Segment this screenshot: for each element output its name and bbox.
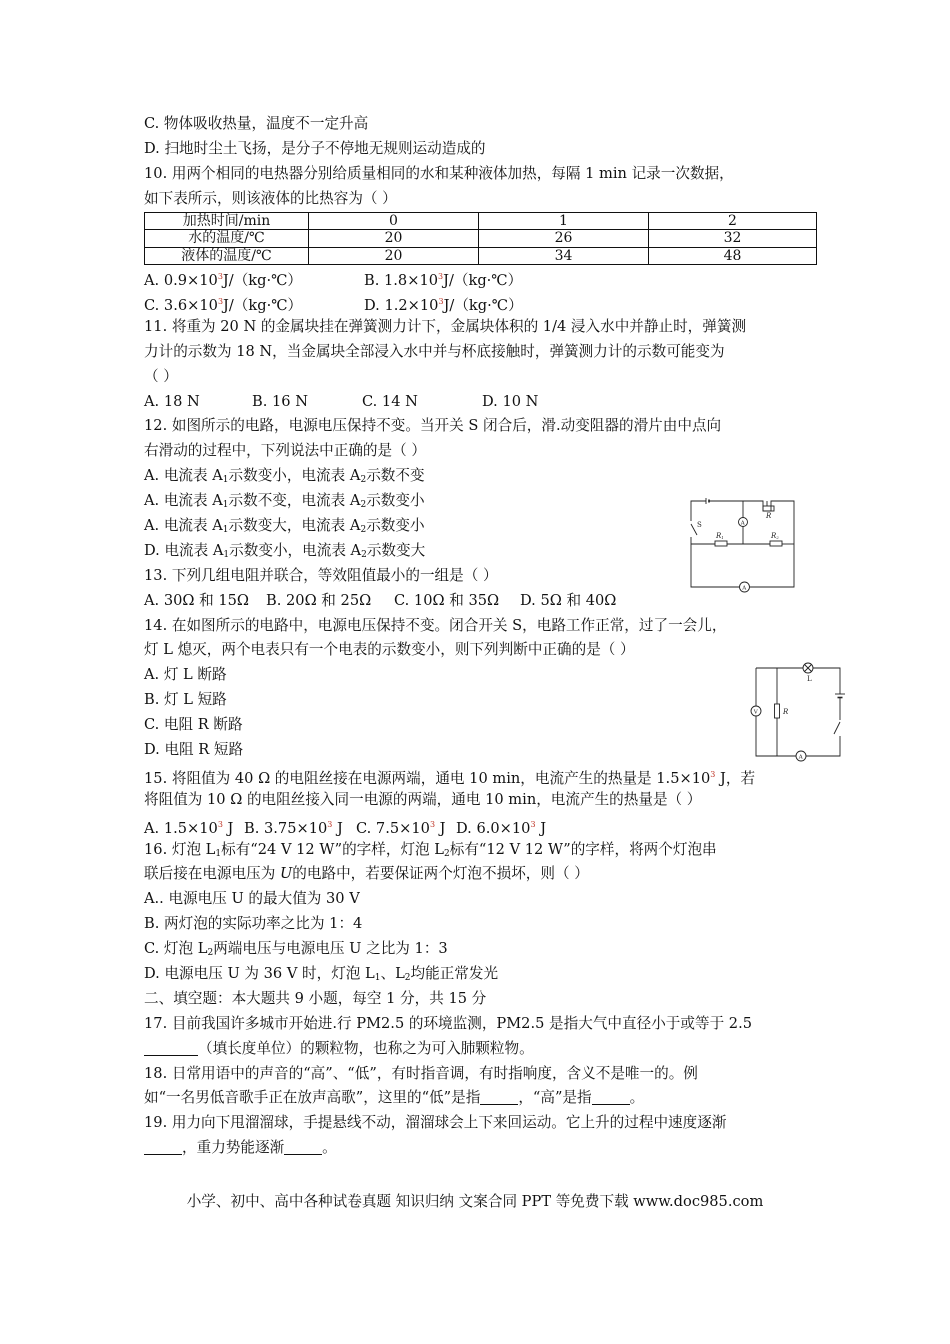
q14-option-b: B. 灯 L 短路 [144,691,227,709]
q13-stem: 13. 下列几组电阻并联合，等效阻值最小的一组是（ ） [144,566,498,584]
q13-option-b: B. 20Ω 和 25Ω [266,591,372,609]
q12-option-3: A. 电流表 $A_1$示数变大，电流表 $A_2$示数变小 [144,516,425,535]
q16-option-a: A.. 电源电压 U 的最大值为 30 V [144,890,360,908]
page-footer: 小学、初中、高中各种试卷真题 知识归纳 文案合同 PPT 等免费下载 www.doc985.com [186,1193,764,1210]
q15-stem-line2: 将阻值为 10 Ω 的电阻丝接入同一电源的两端，通电 10 min，电流产生的热量是（ ） [144,790,702,808]
table-cell: 0 [309,212,479,230]
q17-stem-line2: （填长度单位）的颗粒物，也称之为可入肺颗粒物。 [144,1037,816,1062]
table-cell: 1 [479,212,649,230]
q9-option-d: D. 扫地时尘土飞扬，是分子不停地无规则运动造成的 [144,139,486,157]
lamp-label: L [807,675,812,683]
rheostat-label: R [766,512,772,520]
q11-stem-line2: 力计的示数为 18 N，当金属块全部浸入水中并与杯底接触时，弹簧测力计的示数可能变为 [144,342,725,360]
q9-option-c: C. 物体吸收热量，温度不一定升高 [144,115,369,132]
q15-stem-line1: 15. 将阻值为 40 Ω 的电阻丝接在电源两端，通电 10 min，电流产生的热量是 $1.5\times 10^3$ J，若 [144,769,756,787]
r1-label: R1 [716,532,724,540]
q11-stem-line1: 11. 将重为 20 N 的金属块挂在弹簧测力计下，金属块体积的 1/4 浸入水中并静止时，弹簧测 [144,317,747,335]
q10-option-d: D. $1.2\times 10^3J/(kg\cdot℃)$ [364,296,523,314]
switch-label: S [697,521,702,529]
table-cell: 26 [479,230,649,248]
answer-blank[interactable] [144,1039,198,1056]
q18-stem-line2: 如“一名男低音歌手正在放声高歌”，这里的“低”是指 ，“高”是指 。 [144,1089,645,1107]
resistor-label: R [783,708,789,716]
q11-option-c: C. 14 N [362,392,418,410]
q11-option-a: A. 18 N [144,392,200,410]
q16-stem-line2: 联后接在电源电压为 U的电路中，若要保证两个灯泡不损坏，则（ ） [144,865,589,883]
table-header-row [145,212,817,230]
q13-option-a: A. 30Ω 和 15Ω [144,591,250,609]
q10-stem-line1: 10. 用两个相同的电热器分别给质量相同的水和某种液体加热，每隔 1 min 记录一次数据， [144,164,734,182]
q13-option-d: D. 5Ω 和 40Ω [520,591,617,609]
q10-options-cd [144,290,816,315]
q16-option-d: D. 电源电压 U 为 36 V 时，灯泡 $L_1$、$L_2$均能正常发光 [144,965,499,983]
table-cell: 48 [649,247,817,265]
q12-stem-line1: 12. 如图所示的电路，电源电压保持不变。当开关 S 闭合后，滑.动变阻器的滑片由中点向 [144,417,722,435]
q19-stem-line1: 19. 用力向下甩溜溜球，手提悬线不动，溜溜球会上下来回运动。它上升的过程中速度逐渐 [144,1114,727,1132]
q16-stem-line1: 16. 灯泡 $L_1$标有“24 V 12 W”的字样，灯泡 $L_2$标有“12 V 12 W”的字样，将两个灯泡串 [144,840,717,859]
table-row [145,230,817,248]
rheostat-icon [763,506,774,511]
wire [806,736,840,756]
svg-text:A: A [798,754,803,761]
table-cell: 34 [479,247,649,265]
answer-blank[interactable] [480,1088,518,1105]
q18-stem-line1: 18. 日常用语中的声音的“高”、“低”，有时指音调，有时指响度，含义不是唯一的。例 [144,1064,698,1082]
table-row [145,247,817,265]
q14-stem-line1: 14. 在如图所示的电路中，电源电压保持不变。闭合开关 S，电路工作正常，过了一会儿， [144,616,727,634]
q10-option-c: C. $3.6\times 10^3J/(kg\cdot℃)$ [144,296,303,314]
exam-page [144,112,816,1161]
q11-option-b: B. 16 N [252,392,308,410]
q11-options [144,390,816,415]
wire [756,716,796,756]
q15-options [144,813,816,838]
section-heading: 二、填空题：本大题共 9 小题，每空 1 分，共 15 分 [144,989,487,1007]
table-cell: 2 [649,212,817,230]
q15-option-b: B. $3.75\times 10^3$ J [244,819,343,837]
q14-option-d: D. 电阻 R 短路 [144,740,244,758]
svg-text:A: A [742,585,747,592]
answer-blank[interactable] [592,1088,630,1105]
q19-stem-line2: ，重力势能逐渐 。 [144,1136,816,1161]
q14-option-c: C. 电阻 R 断路 [144,716,243,734]
q10-option-a: A. $0.9\times 10^3J/(kg\cdot℃)$ [144,272,303,290]
q16-option-b: B. 两灯泡的实际功率之比为 1：4 [144,915,363,933]
wire [813,668,840,694]
q12-option-1: A. 电流表 $A_1$示数变小，电流表 $A_2$示数不变 [144,467,425,486]
q17-stem-line1: 17. 目前我国许多城市开始进.行 PM2.5 的环境监测，PM2.5 是指大气中直径小于或等于 2.5 [144,1014,753,1032]
q10-stem-line2: 如下表所示，则该液体的比热容为（ ） [144,189,397,207]
q14-stem-line2: 灯 L 熄灭，两个电表只有一个电表的示数变小，则下列判断中正确的是（ ） [144,641,635,659]
wire [691,501,706,521]
q10-option-b: B. $1.8\times 10^3J/(kg\cdot℃)$ [364,272,523,290]
resistor-icon [775,704,780,718]
svg-text:V: V [753,709,758,716]
q10-data-table [144,212,817,266]
table-cell: 20 [309,230,479,248]
q16-option-c: C. 灯泡 $L_2$两端电压与电源电压 U 之比为 1：3 [144,940,448,959]
q15-option-a: A. $1.5\times 10^3$ J [144,819,234,837]
q14-circuit-diagram [748,660,852,764]
q10-options-ab [144,265,816,290]
switch-icon [834,722,840,734]
answer-blank[interactable] [284,1138,322,1155]
q11-option-d: D. 10 N [482,392,539,410]
q14-option-a: A. 灯 L 断路 [144,666,227,684]
q12-stem-line2: 右滑动的过程中，下列说法中正确的是（ ） [144,442,426,460]
table-cell: 20 [309,247,479,265]
q15-option-c: C. $7.5\times 10^3$ J [356,819,446,837]
table-cell: 水的温度/℃ [145,230,309,248]
q12-option-2: A. 电流表 $A_1$示数不变，电流表 $A_2$示数变小 [144,492,425,511]
q13-option-c: C. 10Ω 和 35Ω [394,591,500,609]
r2-label: R2 [771,532,779,540]
table-cell: 32 [649,230,817,248]
svg-text:A: A [740,520,745,527]
q12-option-4: D. 电流表 $A_1$示数变小，电流表 $A_2$示数变大 [144,541,426,560]
answer-blank[interactable] [144,1138,182,1155]
table-cell: 液体的温度/℃ [145,247,309,265]
q11-stem-line3: （ ） [144,367,178,385]
resistor-r1-icon [715,541,727,546]
resistor-r2-icon [770,541,782,546]
q15-option-d: D. $6.0\times 10^3$ J [456,819,547,837]
table-cell: 加热时间/min [145,212,309,230]
q12-circuit-diagram [686,497,798,593]
